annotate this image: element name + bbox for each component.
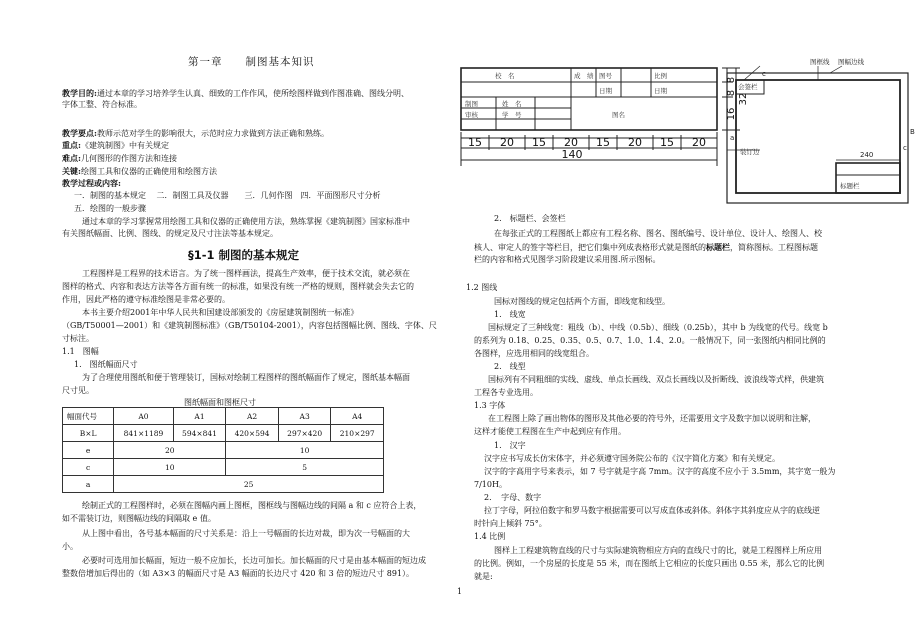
table-row: 幅面代号 A0 A1 A2 A3 A4 [63,408,384,425]
dim-bottom-4: 20 [564,136,578,149]
s13-title: 1.3 字体 [474,401,506,410]
points-label: 教学要点: [62,128,97,138]
s121-line2: 的系列为 0.18、0.25、0.35、0.5、0.7、1.0、1.4、2.0。一般情况下，同一张图纸内相同比例的 [474,336,826,345]
table-row: e 20 10 [63,442,384,459]
s14-line3: 就是: [474,572,493,581]
dim-bottom-1: 15 [468,136,482,149]
tb-drawing-no: 图号 [599,72,612,80]
s12-line: 国标对图线的规定包括两个方面，即线宽和线型。 [494,297,670,306]
dim-16: 16 [726,107,737,121]
dim-bottom-3: 15 [532,136,546,149]
p3-line1: 绘制正式的工程图样时，必须在图幅内画上图框，图框线与图幅边线的间隔 a 和 c 应符合上表， [82,501,422,510]
label-title-block: 标题栏 [840,182,860,190]
s12-title: 1.2 图线 [466,283,498,292]
dim-a: a [730,134,735,142]
tb-check: 审核 [465,111,478,119]
p3-line2: 如不需装订边，则图幅边线的间隔取 e 值。 [62,514,216,523]
tb-scale: 比例 [654,72,667,80]
label-sheet-edge: 图幅边线 [838,58,864,66]
focus-label: 重点: [62,140,81,150]
dim-bottom-6: 20 [628,136,642,149]
s121-line3: 各图样，应选用相同的线宽组合。 [474,349,594,358]
label-frame-line: 图框线 [810,58,830,66]
s13-line1: 在工程图上除了画出物体的图形及其他必要的符号外，还需要用文字及数字加以说明和注解， [488,414,816,423]
dim-bottom-5: 15 [596,136,610,149]
p1-line1: 工程图样是工程界的技术语言。为了统一图样画法，提高生产效率，便于技术交流，就必须在 [82,269,410,278]
table-row: c 10 5 [63,459,384,476]
dim-8-mid: 8 [726,89,737,97]
s14-line1: 图样上工程建筑物直线的尺寸与实际建筑物相应方向的直线尺寸的比，就是工程图样上所应用 [494,546,822,555]
tb-date2: 日期 [654,87,667,95]
s131-line3: 7/10H。 [474,480,507,489]
s2-line2: 核人、审定人的签字等栏目，把它们集中列成表格形式就是图纸的标题栏，简称图标。工程图标题 [474,242,818,252]
focus-line: 重点:《建筑制图》中有关规定 [62,140,169,150]
goal-line1: 教学目的:通过本章的学习培养学生认真、细致的工作作风，使所绘图样做到作图准确、图线分明、 [62,88,409,98]
tb-student-name: 姓 名 [502,100,522,108]
s14-title: 1.4 比例 [474,532,506,541]
intro-line1: 通过本章的学习掌握常用绘图工具和仪器的正确使用方法，熟练掌握《建筑制图》国家标准中 [82,217,410,226]
p5-line2: 整数倍增加后得出的（如 A3×3 的幅面尺寸是 A3 幅面的长边尺寸 420 和 3 倍的短边尺寸 891）。 [62,569,415,578]
s132-line2: 时针向上倾斜 75°。 [474,519,547,528]
tb-school: 校 名 [495,72,515,80]
s111-line2: 尺寸见。 [62,386,94,395]
s2-title: 2. 标题栏、会签栏 [494,214,566,223]
s2-line3: 栏的内容和格式见图学习阶段建议采用图.所示图标。 [474,255,661,264]
s132-title: 2． 字母、数字 [484,493,542,502]
s14-line2: 的比例。例如，一个房屋的长度是 55 米，而在图纸上它相应的长度只画出 0.55 米，那么它的比例 [474,559,825,568]
s111-title: 1. 图纸幅面尺寸 [74,360,138,369]
s13-line2: 这样才能使工程图在生产中起到应有作用。 [474,427,626,436]
table-row: a 25 [63,476,384,493]
dim-32: 32 [738,92,749,106]
goal-label: 教学目的: [62,88,97,98]
process-label: 教学过程或内容: [62,178,121,188]
difficulty-line: 难点:几何图形的作图方法和连接 [62,153,177,163]
p2-line1: 本书主要介绍2001年中华人民共和国建设部颁发的《房屋建筑制图统一标准》 [82,308,359,317]
dim-140: 140 [561,148,583,161]
chapter-title: 第一章 制图基本知识 [188,56,315,68]
dim-bottom-7: 15 [660,136,674,149]
tb-name: 图名 [612,111,625,119]
s122-line1: 国标列有不同粗细的实线、虚线、单点长画线、双点长画线以及折断线、波浪线等式样，供建筑 [488,375,824,384]
page-number: 1 [457,587,463,596]
key-line: 关键:绘图工具和仪器的正确使用和绘图方法 [62,166,217,176]
s2-line1: 在每张正式的工程图纸上都应有工程名称、图名、图纸编号、设计单位、设计人、绘图人、校 [494,229,822,238]
intro-line2: 有关图纸幅面、比例、图线、的规定及尺寸注法等基本规定。 [62,229,278,238]
dim-c-top: c [762,70,766,78]
dim-8-top: 8 [726,76,737,84]
sheet-edge [727,73,908,203]
s11-title: 1.1 图幅 [62,347,99,356]
table-row: B×L 841×1189 594×841 420×594 297×420 210×297 [63,425,384,442]
tb-mark: 成 绩 [574,72,594,80]
p1-line2: 图样的格式、内容和表达方法等各方面有统一的标准，如果没有统一严格的规则，图样就会失去它的 [62,282,414,291]
p2-line3: 寸标注。 [62,334,94,343]
section-title: §1-1 制图的基本规定 [188,248,300,262]
p2-line2: （GB/T50001—2001）和《建筑制图标准》（GB/T50104-2001），内容包括图幅比例、图线、字体、尺 [62,321,437,330]
outline-line1: 一．制图的基本规定 二．制图工具及仪器 三．几何作图 四．平面图形尺寸分析 [74,191,381,200]
s122-line2: 工程各专业选用。 [474,388,538,397]
key-label: 关键: [62,166,81,176]
dim-240: 240 [860,151,874,159]
label-signature-block: 会签栏 [738,83,758,91]
dim-b: B [910,128,915,136]
s121-title: 1. 线宽 [494,310,526,319]
s131-line2: 汉字的字高用字号来表示，如 7 号字就是字高 7mm。汉字的高度不应小于 3.5mm，其字宽一般为 [484,467,836,476]
goal-line2: 字体工整、符合标准。 [62,100,142,109]
dim-bottom-8: 20 [692,136,706,149]
s111-line1: 为了合理使用图纸和便于管理装订，国标对绘制工程图样的图纸幅面作了规定，图纸基本幅面 [82,373,410,382]
s131-title: 1. 汉字 [494,441,526,450]
p1-line3: 作用，因此严格的遵守标准绘图是非常必要的。 [62,295,230,304]
difficulty-label: 难点: [62,153,81,163]
tb-student-no: 学 号 [502,111,522,119]
p4-line1: 从上图中看出，各号基本幅面的尺寸关系是：沿上一号幅面的长边对裁，即为次一号幅面的大 [82,529,410,538]
tb-draw: 制图 [465,100,478,108]
table-caption: 图纸幅面和图框尺寸 [184,398,256,407]
tb-date1: 日期 [599,87,612,95]
p4-line2: 小。 [62,542,78,551]
points-line: 教学要点:教师示范对学生的影响很大，示范时应力求做到方法正确和熟练。 [62,128,329,138]
dim-bottom-2: 20 [500,136,514,149]
sheet-frame [736,80,900,193]
dim-c-right: c [903,144,907,152]
s132-line1: 拉丁字母，阿拉伯数字和罗马数字根据需要可以写成直体或斜体。斜体字其斜度应从字的底线逆 [484,506,820,515]
s121-line1: 国标规定了三种线宽：粗线（b）、中线（0.5b）、细线（0.25b），其中 b 为线宽的代号。线宽 b [488,323,828,332]
label-binding-edge: 装订边 [740,148,760,156]
title-block-term: 标题栏 [706,242,730,252]
outline-line2: 五．绘图的一般步骤 [74,204,146,213]
s122-title: 2. 线型 [494,362,526,371]
p5-line1: 必要时可选用加长幅面，短边一般不应加长，长边可加长。加长幅面的尺寸是由基本幅面的短边成 [82,556,426,565]
s131-line1: 汉字应书写成长仿宋体字，并必须遵守国务院公布的《汉字简化方案》和有关规定。 [484,454,780,463]
